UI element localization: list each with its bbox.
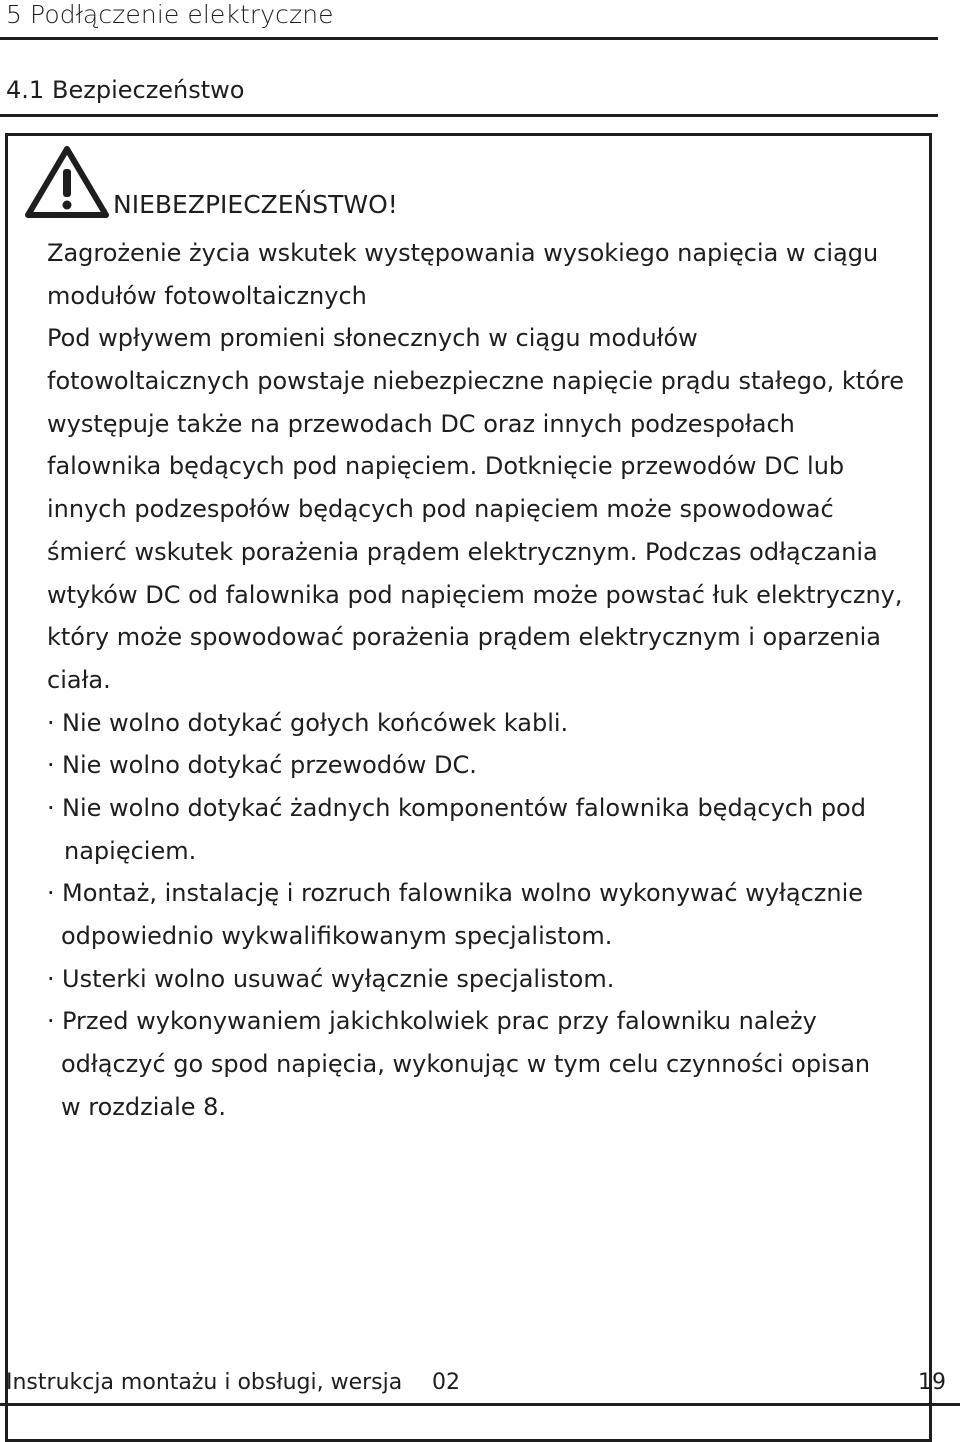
footer-version: 02 — [432, 1370, 460, 1395]
danger-text-line: wtyków DC od falownika pod napięciem może powstać łuk elektryczny, — [47, 580, 903, 609]
bullet-item — [47, 872, 927, 915]
section-divider — [0, 114, 938, 117]
bullet-text: Nie wolno dotykać żadnych komponentów falownika będących pod — [62, 793, 866, 822]
bullet-continuation: odłączyć go spod napięcia, wykonując w tym celu czynności opisan — [61, 1050, 871, 1079]
danger-text-line: Zagrożenie życia wskutek występowania wysokiego napięcia w ciągu — [47, 239, 879, 267]
page-number: 19 — [918, 1370, 946, 1395]
bullet-text: Nie wolno dotykać gołych końcówek kabli. — [62, 708, 569, 737]
danger-text-line: falownika będących pod napięciem. Dotknięcie przewodów DC lub — [47, 452, 845, 481]
danger-text-line: śmierć wskutek porażenia prądem elektrycznym. Podczas odłączania — [47, 537, 878, 566]
danger-text-line: Pod wpływem promieni słonecznych w ciągu modułów — [47, 324, 698, 353]
bullet-marker: · — [47, 708, 55, 737]
bullet-marker: · — [47, 793, 55, 822]
bullet-marker: · — [47, 964, 55, 993]
danger-text-line: innych podzespołów będących pod napięciem może spowodować — [47, 495, 834, 524]
bullet-text: Usterki wolno usuwać wyłącznie specjalistom. — [62, 964, 615, 993]
bullet-item — [47, 744, 927, 787]
header-divider — [0, 37, 938, 40]
bullet-text: Montaż, instalację i rozruch falownika wolno wykonywać wyłącznie — [62, 879, 863, 908]
bullet-text: Przed wykonywaniem jakichkolwiek prac przy falowniku należy — [62, 1007, 817, 1036]
bullet-continuation: odpowiednio wykwalifikowanym specjalistom. — [61, 922, 613, 950]
bullet-marker: · — [47, 1007, 55, 1036]
bullet-item — [47, 702, 927, 745]
danger-text-line: który może spowodować porażenia prądem elektrycznym i oparzenia — [47, 623, 881, 652]
section-title: Bezpieczeństwo — [52, 76, 245, 104]
danger-text-line: fotowoltaicznych powstaje niebezpieczne napięcie prądu stałego, które — [47, 367, 904, 396]
bullet-continuation: napięciem. — [64, 836, 197, 865]
danger-text-line: modułów fotowoltaicznych — [47, 281, 367, 310]
warning-triangle-icon — [24, 145, 110, 219]
footer-manual-title: Instrukcja montażu i obsługi, wersja — [6, 1370, 403, 1395]
bullet-text: Nie wolno dotykać przewodów DC. — [62, 751, 477, 780]
danger-text-line: występuje także na przewodach DC oraz innych podzespołach — [47, 409, 795, 438]
section-heading — [6, 76, 245, 104]
bullet-marker: · — [47, 879, 55, 908]
danger-text — [47, 232, 927, 1128]
bullet-item — [47, 787, 927, 830]
bullet-item — [47, 1000, 927, 1043]
danger-heading: NIEBEZPIECZEŃSTWO! — [113, 190, 398, 219]
bullet-item — [47, 958, 927, 1001]
bullet-marker: · — [47, 751, 55, 780]
chapter-title: 5 Podłączenie elektryczne — [6, 0, 334, 29]
section-number: 4.1 — [6, 76, 45, 104]
bullet-continuation: w rozdziale 8. — [61, 1092, 227, 1121]
danger-text-line: ciała. — [47, 665, 111, 694]
